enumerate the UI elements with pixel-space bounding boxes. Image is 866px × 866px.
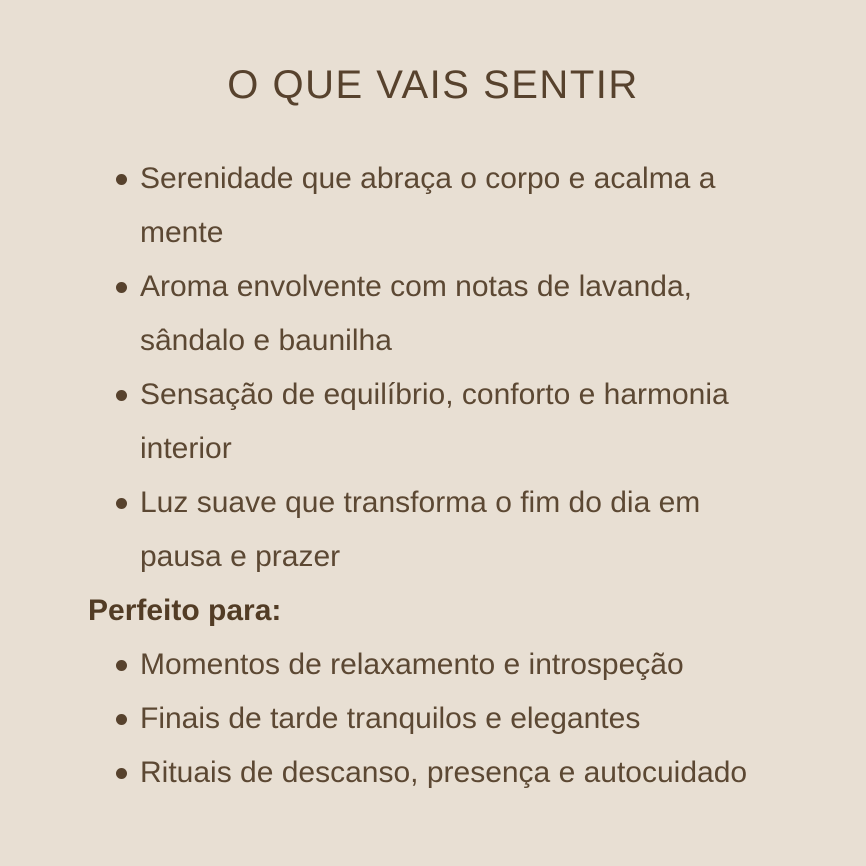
bullet-icon xyxy=(116,390,127,401)
list-item-text: Aroma envolvente com notas de lavanda, sândalo e baunilha xyxy=(140,270,692,357)
bullet-icon xyxy=(116,768,127,779)
list-item xyxy=(116,260,866,368)
list-item-text: Serenidade que abraça o corpo e acalma a mente xyxy=(140,162,716,249)
list-item-text: Luz suave que transforma o fim do dia em pausa e prazer xyxy=(140,486,701,573)
benefits-list xyxy=(0,152,866,584)
bullet-icon xyxy=(116,714,127,725)
bullet-icon xyxy=(116,498,127,509)
list-item xyxy=(116,638,866,692)
list-item-text: Rituais de descanso, presença e autocuidado xyxy=(140,756,748,789)
bullet-icon xyxy=(116,660,127,671)
list-item xyxy=(116,746,866,800)
list-item-text: Momentos de relaxamento e introspeção xyxy=(140,648,684,681)
list-item xyxy=(116,368,866,476)
list-item-text: Sensação de equilíbrio, conforto e harmonia interior xyxy=(140,378,729,465)
bullet-icon xyxy=(116,282,127,293)
perfect-for-list xyxy=(0,638,866,800)
list-item xyxy=(116,692,866,746)
page-title: O QUE VAIS SENTIR xyxy=(227,63,639,107)
list-item xyxy=(116,152,866,260)
list-item xyxy=(116,476,866,584)
bullet-icon xyxy=(116,174,127,185)
list-item-text: Finais de tarde tranquilos e elegantes xyxy=(140,702,641,735)
perfect-for-label: Perfeito para: xyxy=(88,594,282,627)
